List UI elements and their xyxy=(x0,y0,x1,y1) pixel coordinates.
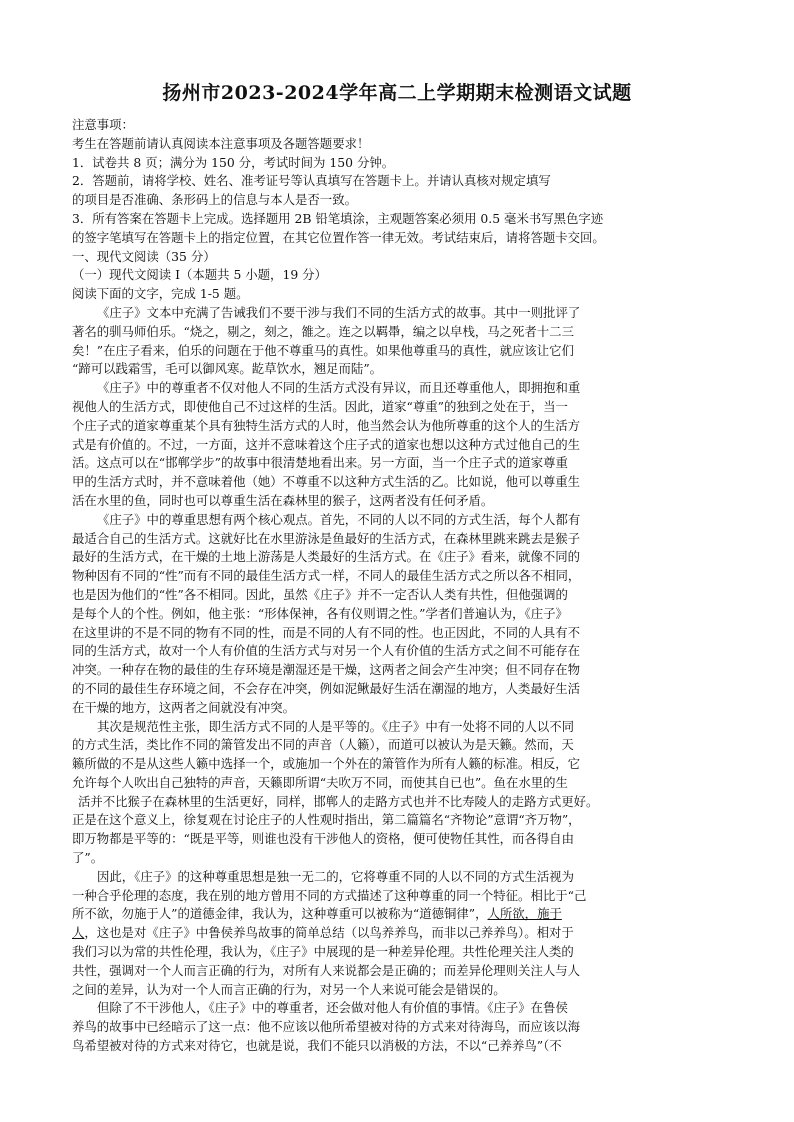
line-text: 式是有价值的。不过，一方面，这并不意味着这个庄子式的道家也想以这种方式过他自己的生 xyxy=(72,436,581,452)
text-line xyxy=(72,811,732,830)
line-text: 鸟希望被对待的方式来对待它，也就是说，我们不能只以消极的方法，不以“己养养鸟”（不 xyxy=(72,1038,562,1054)
line-text: 《庄子》中的尊重者不仅对他人不同的生活方式没有异议，而且还尊重他人，即拥抱和重 xyxy=(97,380,581,396)
line-text: 最适合自己的生活方式。这就好比在水里游泳是鱼最好的生活方式，在森林里跳来跳去是猴子 xyxy=(72,530,581,546)
text-line xyxy=(72,285,732,304)
text-line xyxy=(72,360,732,379)
line-text: 的方式生活，类比作不同的箫管发出不同的声音（人籁），而道可以被认为是天籁。然而，天 xyxy=(72,737,574,753)
text-line xyxy=(72,210,732,229)
text-line xyxy=(72,680,732,699)
text-line xyxy=(72,323,732,342)
text-line xyxy=(72,774,732,793)
text-line xyxy=(72,586,732,605)
line-text: 的不同的最佳生存环境之间，不会存在冲突，例如泥鳅最好生活在潮湿的地方，人类最好生活 xyxy=(72,680,581,696)
line-text: 也是因为他们的“性”各不相同。因此，虽然《庄子》并不一定否认人类有共性，但他强调的 xyxy=(72,586,568,602)
text-line xyxy=(72,567,732,586)
line-text: 冲突。一种存在物的最佳的生存环境是潮湿还是干燥，这两者之间会产生冲突；但不同存在物 xyxy=(72,662,581,678)
line-text: 一、现代文阅读（35 分） xyxy=(72,248,216,264)
text-line xyxy=(72,868,732,887)
text-line xyxy=(72,548,732,567)
line-text: 其次是规范性主张，即生活方式不同的人是平等的。《庄子》中有一处将不同的人以不同 xyxy=(97,718,575,734)
line-text: 矣！”在庄子看来，伯乐的问题在于他不尊重马的真性。如果他尊重马的真性，就应该让它们 xyxy=(72,342,574,358)
text-line xyxy=(72,248,732,267)
line-text: 最好的生活方式，在干燥的土地上游荡是人类最好的生活方式。在《庄子》看来，就像不同的 xyxy=(72,549,581,565)
line-text: 考生在答题前请认真阅读本注意事项及各题答题要求！ xyxy=(72,135,370,151)
text-line xyxy=(72,172,732,191)
page-title: 扬州市2023-2024学年高二上学期期末检测语文试题 xyxy=(162,82,632,104)
underlined-text: 人 xyxy=(72,925,85,941)
line-text: 同的生活方式，故对一个人有价值的生活方式与对另一个人有价值的生活方式之间不可能存在 xyxy=(72,643,581,659)
text-line xyxy=(72,793,732,812)
line-text: 著名的驯马师伯乐。“烧之，剔之，刻之，雒之。连之以羁馽，编之以皁栈，马之死者十二三 xyxy=(72,323,574,339)
text-line xyxy=(72,905,732,924)
text-line xyxy=(72,154,732,173)
line-text: 养鸟的故事中已经暗示了这一点：他不应该以他所希望被对待的方式来对待海鸟，而应该以海 xyxy=(72,1019,581,1035)
text-line xyxy=(72,1018,732,1037)
line-text: 籁所做的不是从这些人籁中选择一个，或施加一个外在的箫管作为所有人籁的标准。相反，它 xyxy=(72,756,581,772)
text-line xyxy=(72,943,732,962)
line-text: 因此，《庄子》的这种尊重思想是独一无二的，它将尊重不同的人以不同的方式生活视为 xyxy=(97,868,575,884)
underlined-text: 人所欲，施于 xyxy=(487,906,562,922)
body-text xyxy=(72,116,732,1056)
text-line xyxy=(72,191,732,210)
line-text: 所不欲，勿施于人”的道德金律，我认为，这种尊重可以被称为“道德铜律”， xyxy=(72,906,488,922)
text-line xyxy=(72,266,732,285)
text-line xyxy=(72,624,732,643)
text-line xyxy=(72,642,732,661)
line-text: 注意事项： xyxy=(72,117,134,132)
text-line xyxy=(72,304,732,323)
line-text: 2．答题前，请将学校、姓名、准考证号等认真填写在答题卡上。并请认真核对规定填写 xyxy=(72,173,551,189)
line-text: 活并不比猴子在森林里的生活更好，同样，邯郸人的走路方式也并不比寿陵人的走路方式更好。 xyxy=(78,793,599,809)
text-line xyxy=(72,736,732,755)
text-line xyxy=(72,699,732,718)
text-line xyxy=(72,1037,732,1056)
line-text: 《庄子》文本中充满了告诫我们不要干涉与我们不同的生活方式的故事。其中一则批评了 xyxy=(97,304,581,320)
line-text: 了”。 xyxy=(72,850,104,866)
text-line xyxy=(72,981,732,1000)
line-text: 阅读下面的文字，完成 1-5 题。 xyxy=(72,286,249,302)
text-line xyxy=(72,398,732,417)
line-text: 在干燥的地方，这两者之间就没有冲突。 xyxy=(72,699,296,715)
text-line xyxy=(72,511,732,530)
line-text: 一种合乎伦理的态度，我在别的地方曾用不同的方式描述了这种尊重的同一个特征。相比于“己 xyxy=(72,887,587,903)
text-line xyxy=(72,492,732,511)
line-text: 正是在这个意义上，徐复观在讨论庄子的人性观时指出，第二篇篇名“齐物论”意谓“齐万物”， xyxy=(72,812,581,828)
line-text: ，这也是对《庄子》中鲁侯养鸟故事的简单总结（以鸟养养鸟，而非以己养养鸟）。相对于 xyxy=(84,925,574,941)
line-text: 在这里讲的不是不同的物有不同的性，而是不同的人有不同的性。也正因此，不同的人具有不 xyxy=(72,624,581,640)
text-line xyxy=(72,924,732,943)
line-text: 1．试卷共 8 页；满分为 150 分，考试时间为 150 分钟。 xyxy=(72,154,395,170)
line-text: 的签字笔填写在答题卡上的指定位置，在其它位置作答一律无效。考试结束后，请将答题卡交回。 xyxy=(72,229,605,245)
line-text: 是每个人的个性。例如，他主张：“形体保神，各有仪则谓之性。”学者们普遍认为，《庄子》 xyxy=(72,605,568,621)
text-line xyxy=(72,887,732,906)
line-text: 活。这点可以在“邯郸学步”的故事中很清楚地看出来。另一方面，当一个庄子式的道家尊重 xyxy=(72,455,568,471)
text-line xyxy=(72,830,732,849)
text-line xyxy=(72,417,732,436)
line-text: 我们习以为常的共性伦理，我认为，《庄子》中展现的是一种差异伦理。共性伦理关注人类的 xyxy=(72,944,574,960)
line-text: 的项目是否准确、条形码上的信息与本人是否一致。 xyxy=(72,192,357,208)
line-text: 共性，强调对一个人而言正确的行为，对所有人来说都会是正确的；而差异伦理则关注人与人 xyxy=(72,962,581,978)
line-text: 视他人的生活方式，即使他自己不过这样的生活。因此，道家“尊重”的独到之处在于，当一 xyxy=(72,398,568,414)
line-text: （一）现代文阅读 I（本题共 5 小题，19 分） xyxy=(72,267,327,283)
line-text: 物种因有不同的“性”而有不同的最佳生活方式一样，不同人的最佳生活方式之所以各不相同， xyxy=(72,568,581,584)
text-line xyxy=(72,436,732,455)
line-text: 3．所有答案在答题卡上完成。选择题用 2B 铅笔填涂，主观题答案必须用 0.5 毫米书写黑色字迹 xyxy=(72,210,604,226)
line-text: 甲的生活方式时，并不意味着他（她）不尊重不以这种方式生活的乙。比如说，他可以尊重生 xyxy=(72,474,581,490)
text-line xyxy=(72,116,732,135)
text-line xyxy=(72,755,732,774)
text-line xyxy=(72,342,732,361)
line-text: 个庄子式的道家尊重某个具有独特生活方式的人时，他当然会认为他所尊重的这个人的生活方 xyxy=(72,417,581,433)
text-line xyxy=(72,605,732,624)
text-line xyxy=(72,454,732,473)
text-line xyxy=(72,229,732,248)
text-line xyxy=(72,962,732,981)
text-line xyxy=(72,530,732,549)
text-line xyxy=(72,999,732,1018)
text-line xyxy=(72,718,732,737)
text-line xyxy=(72,135,732,154)
line-text: 允许每个人吹出自己独特的声音，天籁即所谓“夫吹万不同，而使其自已也”。鱼在水里的生 xyxy=(72,774,568,790)
line-text: 《庄子》中的尊重思想有两个核心观点。首先，不同的人以不同的方式生活，每个人都有 xyxy=(97,511,581,527)
line-text: 活在水里的鱼，同时也可以尊重生活在森林里的猴子，这两者没有任何矛盾。 xyxy=(72,492,494,508)
text-line xyxy=(72,661,732,680)
line-text: “蹄可以践霜雪，毛可以御风寒。龁草饮水，翘足而陆”。 xyxy=(72,361,383,377)
line-text: 但除了不干涉他人，《庄子》中的尊重者，还会做对他人有价值的事情。《庄子》在鲁侯 xyxy=(97,1000,568,1016)
line-text: 即万物都是平等的：“既是平等，则谁也没有干涉他人的资格，便可使物任其性，而各得自由 xyxy=(72,831,574,847)
text-line xyxy=(72,849,732,868)
text-line xyxy=(72,473,732,492)
line-text: 之间的差异，认为对一个人而言正确的行为，对另一个人来说可能会是错误的。 xyxy=(72,981,506,997)
text-line xyxy=(72,379,732,398)
